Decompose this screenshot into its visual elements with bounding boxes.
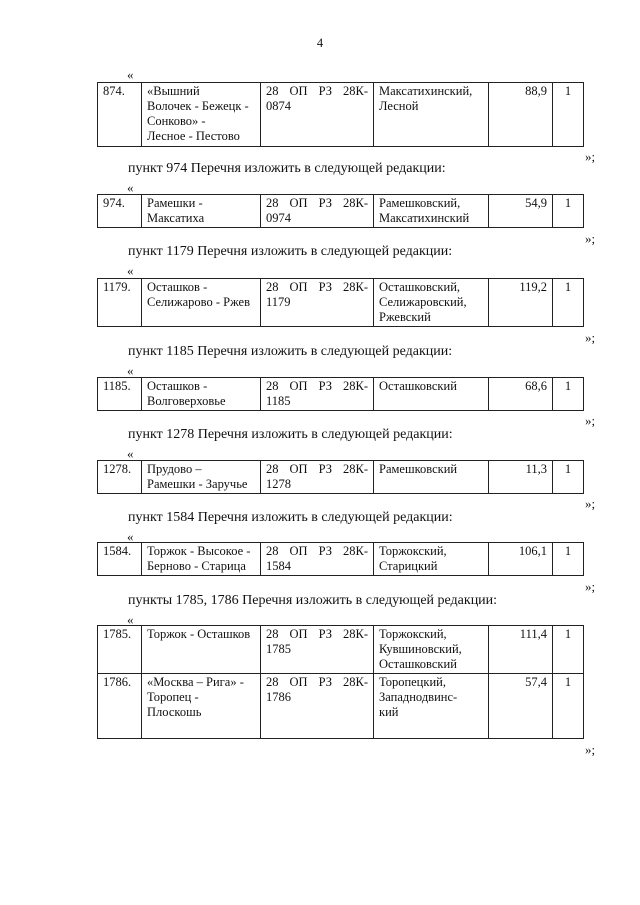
road-name (142, 195, 261, 228)
table-row (98, 195, 584, 228)
cell-line: Старицкий (379, 559, 438, 573)
cell-line: 28 ОП РЗ 28К- (266, 280, 368, 294)
cell-line: 0974 (266, 211, 291, 225)
row-number: 974. (98, 195, 142, 228)
road-code (261, 83, 374, 147)
cell-line: Берново - Старица (147, 559, 246, 573)
cell-line: 1785 (266, 642, 291, 656)
cell-line: Осташковский (379, 657, 457, 671)
cell-line: Плоскошь (147, 705, 202, 719)
road-code (261, 461, 374, 494)
row-number: 1185. (98, 378, 142, 411)
road-name (142, 279, 261, 327)
closing-quote: »; (585, 579, 596, 594)
cell-line: Селижарово - Ржев (147, 295, 251, 309)
row-number: 1179. (98, 279, 142, 327)
table-row (98, 461, 584, 494)
cell-line: Торопецкий, (379, 675, 446, 689)
cell-line: Рамешки - (147, 196, 203, 210)
closing-quote: »; (585, 413, 596, 428)
cell-line: Осташков - (147, 379, 208, 393)
road-table (97, 82, 584, 147)
opening-quote: « (127, 67, 134, 82)
cell-line: 28 ОП РЗ 28К- (266, 379, 368, 393)
road-length: 11,3 (489, 461, 553, 494)
road-category: 1 (553, 626, 584, 674)
cell-line: 28 ОП РЗ 28К- (266, 544, 368, 558)
road-name (142, 461, 261, 494)
road-length: 57,4 (489, 674, 553, 739)
cell-line: Максатихинский (379, 211, 470, 225)
closing-quote: »; (585, 149, 596, 164)
cell-line: Лесное - Пестово (147, 129, 240, 143)
road-name (142, 378, 261, 411)
district (374, 279, 489, 327)
road-name (142, 674, 261, 739)
cell-line: 1278 (266, 477, 291, 491)
road-table (97, 278, 584, 327)
cell-line: 28 ОП РЗ 28К- (266, 675, 368, 689)
road-category: 1 (553, 83, 584, 147)
closing-quote: »; (585, 742, 596, 757)
cell-line: 0874 (266, 99, 291, 113)
table-row (98, 279, 584, 327)
cell-line: Кувшиновский, (379, 642, 462, 656)
opening-quote: « (127, 363, 134, 378)
cell-line: Осташков - (147, 280, 208, 294)
road-table (97, 194, 584, 228)
cell-line: Сонково» - (147, 114, 206, 128)
cell-line: 1584 (266, 559, 291, 573)
cell-line: Торжокский, (379, 544, 447, 558)
road-category: 1 (553, 461, 584, 494)
cell-line: 28 ОП РЗ 28К- (266, 84, 368, 98)
row-number: 874. (98, 83, 142, 147)
cell-line: Максатиха (147, 211, 205, 225)
cell-line: Торжокский, (379, 627, 447, 641)
cell-line: Ржевский (379, 310, 431, 324)
cell-line: Прудово – (147, 462, 202, 476)
amendment-instruction: пункты 1785, 1786 Перечня изложить в следующей редакции: (128, 593, 498, 608)
cell-line: Рамешковский, (379, 196, 461, 210)
road-name (142, 626, 261, 674)
cell-line: Осташковский (379, 379, 457, 393)
row-number: 1786. (98, 674, 142, 739)
table-row (98, 83, 584, 147)
cell-line: кий (379, 705, 399, 719)
road-length: 54,9 (489, 195, 553, 228)
cell-line: Торопец - (147, 690, 199, 704)
cell-line: Лесной (379, 99, 419, 113)
cell-line: Торжок - Осташков (147, 627, 251, 641)
road-table (97, 377, 584, 411)
closing-quote: »; (585, 496, 596, 511)
road-code (261, 674, 374, 739)
district (374, 378, 489, 411)
opening-quote: « (127, 529, 134, 544)
district (374, 543, 489, 576)
road-code (261, 279, 374, 327)
closing-quote: »; (585, 330, 596, 345)
district (374, 83, 489, 147)
road-name (142, 83, 261, 147)
road-code (261, 195, 374, 228)
cell-line: Волговерховье (147, 394, 226, 408)
road-category: 1 (553, 195, 584, 228)
road-table (97, 625, 584, 739)
cell-line: Рамешки - Заручье (147, 477, 248, 491)
table-row (98, 626, 584, 674)
cell-line: 1179 (266, 295, 291, 309)
road-length: 88,9 (489, 83, 553, 147)
road-length: 68,6 (489, 378, 553, 411)
cell-line: Торжок - Высокое - (147, 544, 251, 558)
amendment-instruction: пункт 1179 Перечня изложить в следующей редакции: (128, 244, 453, 259)
amendment-instruction: пункт 1185 Перечня изложить в следующей редакции: (128, 344, 453, 359)
road-code (261, 543, 374, 576)
cell-line: 1185 (266, 394, 291, 408)
cell-line: Селижаровский, (379, 295, 467, 309)
cell-line: 28 ОП РЗ 28К- (266, 627, 368, 641)
opening-quote: « (127, 446, 134, 461)
road-code (261, 378, 374, 411)
district (374, 195, 489, 228)
cell-line: Рамешковский (379, 462, 458, 476)
road-table (97, 460, 584, 494)
amendment-instruction: пункт 974 Перечня изложить в следующей редакции: (128, 161, 446, 176)
table-row (98, 543, 584, 576)
cell-line: Осташковский, (379, 280, 461, 294)
opening-quote: « (127, 263, 134, 278)
cell-line: «Москва – Рига» - (147, 675, 244, 689)
road-name (142, 543, 261, 576)
road-category: 1 (553, 378, 584, 411)
opening-quote: « (127, 180, 134, 195)
cell-line: 28 ОП РЗ 28К- (266, 462, 368, 476)
table-row (98, 674, 584, 739)
closing-quote: »; (585, 231, 596, 246)
amendment-instruction: пункт 1278 Перечня изложить в следующей редакции: (128, 427, 453, 442)
row-number: 1278. (98, 461, 142, 494)
cell-line: 28 ОП РЗ 28К- (266, 196, 368, 210)
road-table (97, 542, 584, 576)
cell-line: 1786 (266, 690, 291, 704)
opening-quote: « (127, 612, 134, 627)
table-row (98, 378, 584, 411)
road-category: 1 (553, 543, 584, 576)
district (374, 626, 489, 674)
road-length: 119,2 (489, 279, 553, 327)
amendment-instruction: пункт 1584 Перечня изложить в следующей редакции: (128, 510, 453, 525)
road-category: 1 (553, 279, 584, 327)
page-number: 4 (316, 36, 324, 50)
road-category: 1 (553, 674, 584, 739)
cell-line: Западнодвинс- (379, 690, 458, 704)
cell-line: «Вышний (147, 84, 200, 98)
road-length: 106,1 (489, 543, 553, 576)
cell-line: Максатихинский, (379, 84, 473, 98)
cell-line: Волочек - Бежецк - (147, 99, 249, 113)
row-number: 1785. (98, 626, 142, 674)
row-number: 1584. (98, 543, 142, 576)
road-length: 111,4 (489, 626, 553, 674)
road-code (261, 626, 374, 674)
district (374, 461, 489, 494)
district (374, 674, 489, 739)
